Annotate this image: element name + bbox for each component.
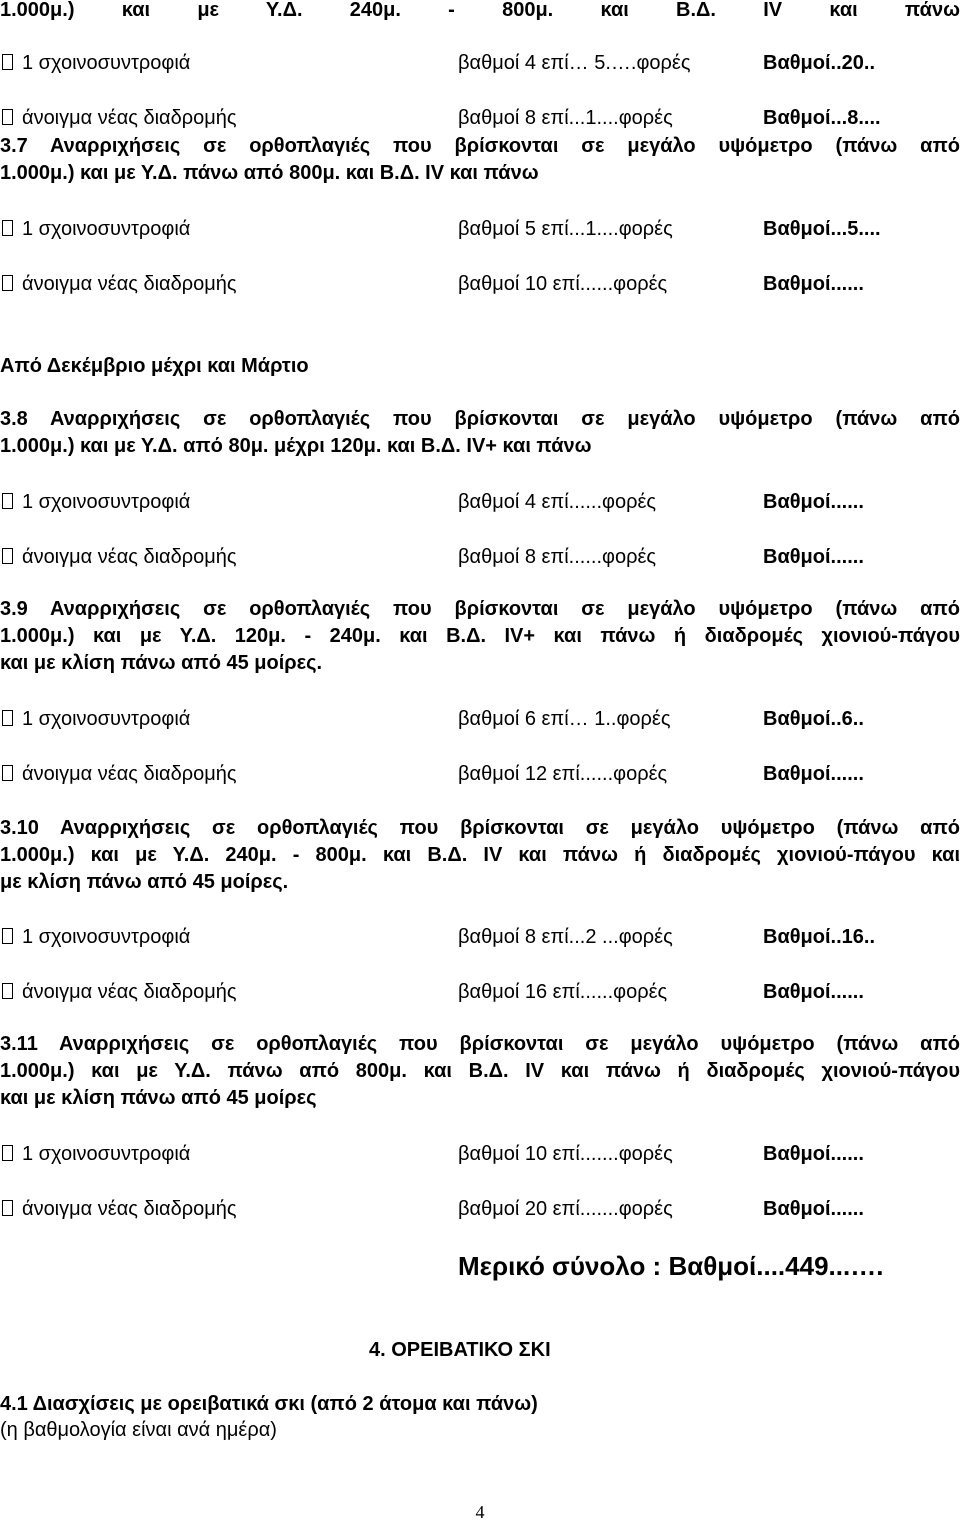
section-heading-3-7: 3.7 Αναρριχήσεις σε ορθοπλαγιές που βρίσκονται σε μεγάλο υψόμετρο (πάνω από [0,135,960,157]
page-number: 4 [475,1502,485,1522]
list-item [0,707,960,731]
item-label: 1 σχοινοσυντροφιά [22,491,191,513]
list-item [0,272,960,296]
item-points: βαθμοί 8 επί......φορές [458,546,657,568]
item-points: βαθμοί 6 επί… 1..φορές [458,708,671,730]
item-points: βαθμοί 10 επί......φορές [458,273,668,295]
list-item [0,1142,960,1166]
item-label: 1 σχοινοσυντροφιά [22,52,191,74]
checkbox-icon [2,1145,13,1161]
checkbox-icon [2,548,13,564]
checkbox-icon [2,54,13,70]
list-item [0,545,960,569]
item-label: άνοιγμα νέας διαδρομής [22,273,237,295]
section-note-4-1: (η βαθμολογία είναι ανά ημέρα) [0,1419,277,1441]
item-total: Βαθμοί...... [763,1198,864,1220]
item-label: άνοιγμα νέας διαδρομής [22,1198,237,1220]
item-label: άνοιγμα νέας διαδρομής [22,981,237,1003]
section-heading-3-10: 3.10 Αναρριχήσεις σε ορθοπλαγιές που βρίσκονται σε μεγάλο υψόμετρο (πάνω από [0,817,960,839]
item-points: βαθμοί 12 επί......φορές [458,763,668,785]
subtotal: Μερικό σύνολο : Βαθμοί....449...…. [458,1251,884,1281]
list-item [0,925,960,949]
item-label: 1 σχοινοσυντροφιά [22,1143,191,1165]
list-item [0,51,960,75]
item-points: βαθμοί 4 επί......φορές [458,491,657,513]
checkbox-icon [2,493,13,509]
item-total: Βαθμοί..6.. [763,708,864,730]
item-label: άνοιγμα νέας διαδρομής [22,107,237,129]
checkbox-icon [2,710,13,726]
section-heading-3-8-cont: 1.000μ.) και με Υ.Δ. από 80μ. μέχρι 120μ. και Β.Δ. IV+ και πάνω [0,435,592,457]
item-points: βαθμοί 16 επί......φορές [458,981,668,1003]
checkbox-icon [2,220,13,236]
checkbox-icon [2,1200,13,1216]
list-item [0,980,960,1004]
item-total: Βαθμοί..16.. [763,926,876,948]
section-heading-3-8: 3.8 Αναρριχήσεις σε ορθοπλαγιές που βρίσκονται σε μεγάλο υψόμετρο (πάνω από [0,408,960,430]
item-points: βαθμοί 8 επί...2 ...φορές [458,926,673,948]
item-total: Βαθμοί...8.... [763,107,881,129]
item-points: βαθμοί 8 επί...1....φορές [458,107,673,129]
item-total: Βαθμοί..20.. [763,52,876,74]
item-label: 1 σχοινοσυντροφιά [22,708,191,730]
item-label: 1 σχοινοσυντροφιά [22,926,191,948]
item-total: Βαθμοί...... [763,273,864,295]
item-total: Βαθμοί...... [763,763,864,785]
section-heading-3-11-cont2: και με κλίση πάνω από 45 μοίρες [0,1087,317,1109]
section-heading-3-9: 3.9 Αναρριχήσεις σε ορθοπλαγιές που βρίσκονται σε μεγάλο υψόμετρο (πάνω από [0,598,960,620]
item-points: βαθμοί 4 επί… 5.….φορές [458,52,691,74]
section-heading-3-9-cont2: και με κλίση πάνω από 45 μοίρες. [0,652,323,674]
item-label: 1 σχοινοσυντροφιά [22,218,191,240]
checkbox-icon [2,983,13,999]
period-heading: Από Δεκέμβριο μέχρι και Μάρτιο [0,355,309,377]
item-total: Βαθμοί...5.... [763,218,881,240]
item-points: βαθμοί 5 επί...1....φορές [458,218,673,240]
section-continuation-line: 1.000μ.) και με Υ.Δ. 240μ. - 800μ. και Β.Δ. IV και πάνω [0,0,960,21]
checkbox-icon [2,275,13,291]
item-total: Βαθμοί...... [763,546,864,568]
list-item [0,217,960,241]
list-item [0,1197,960,1221]
section-heading-3-11-cont: 1.000μ.) και με Υ.Δ. πάνω από 800μ. και Β.Δ. IV και πάνω ή διαδρομές χιονιού-πάγου [0,1060,960,1082]
section-heading-4-1: 4.1 Διασχίσεις με ορειβατικά σκι (από 2 άτομα και πάνω) [0,1393,538,1415]
section-heading-3-10-cont: 1.000μ.) και με Υ.Δ. 240μ. - 800μ. και Β.Δ. IV και πάνω ή διαδρομές χιονιού-πάγου και [0,844,960,866]
item-label: άνοιγμα νέας διαδρομής [22,763,237,785]
item-label: άνοιγμα νέας διαδρομής [22,546,237,568]
item-total: Βαθμοί...... [763,981,864,1003]
section-heading-4: 4. ΟΡΕΙΒΑΤΙΚΟ ΣΚΙ [369,1339,551,1361]
section-heading-3-10-cont2: με κλίση πάνω από 45 μοίρες. [0,871,289,893]
item-total: Βαθμοί...... [763,1143,864,1165]
checkbox-icon [2,109,13,125]
item-points: βαθμοί 10 επί.......φορές [458,1143,673,1165]
list-item [0,106,960,130]
checkbox-icon [2,765,13,781]
item-total: Βαθμοί...... [763,491,864,513]
section-heading-3-11: 3.11 Αναρριχήσεις σε ορθοπλαγιές που βρίσκονται σε μεγάλο υψόμετρο (πάνω από [0,1033,960,1055]
section-heading-3-7-cont: 1.000μ.) και με Υ.Δ. πάνω από 800μ. και Β.Δ. IV και πάνω [0,162,539,184]
list-item [0,762,960,786]
section-heading-3-9-cont: 1.000μ.) και με Υ.Δ. 120μ. - 240μ. και Β.Δ. IV+ και πάνω ή διαδρομές χιονιού-πάγου [0,625,960,647]
checkbox-icon [2,928,13,944]
item-points: βαθμοί 20 επί.......φορές [458,1198,673,1220]
list-item [0,490,960,514]
